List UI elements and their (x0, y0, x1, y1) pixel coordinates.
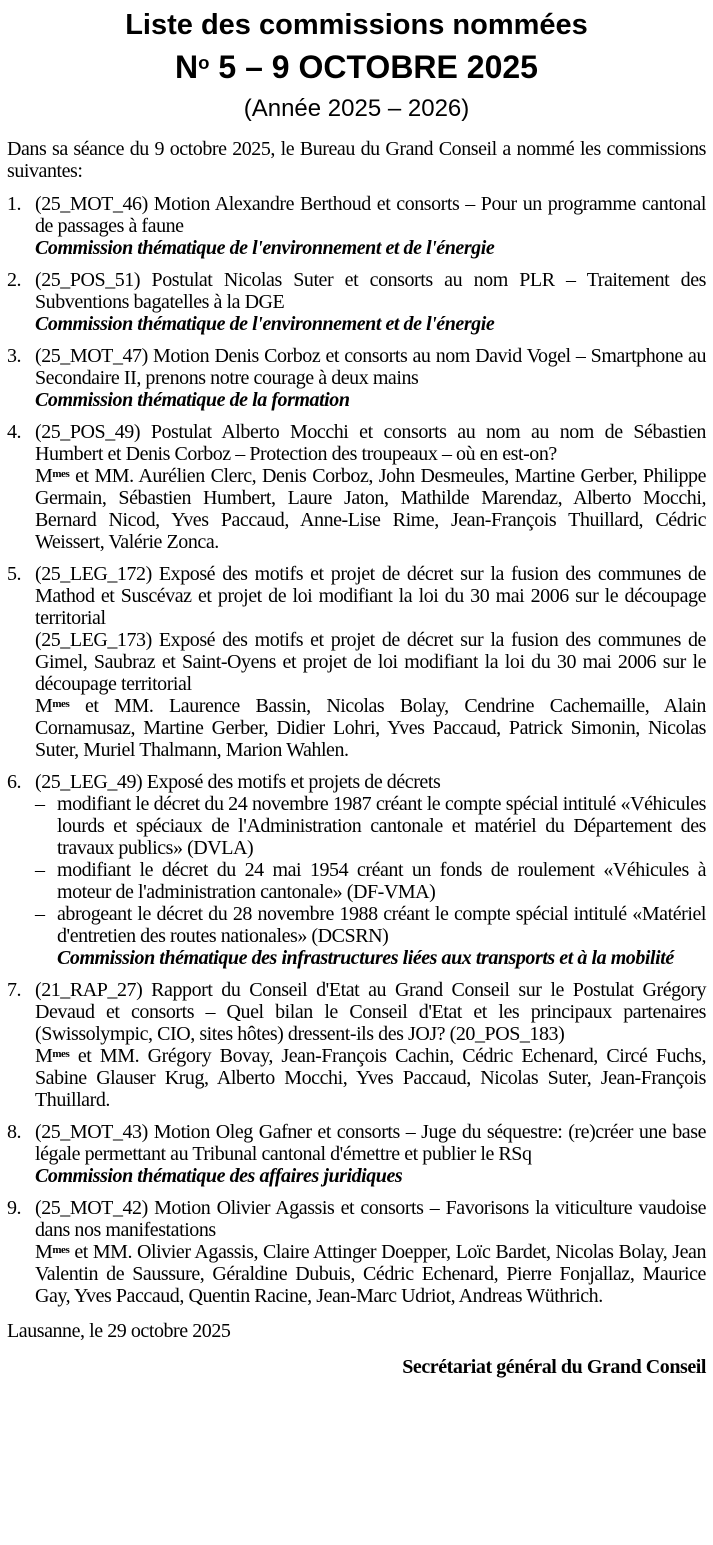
item-body (35, 771, 706, 969)
item-text: (25_POS_51) Postulat Nicolas Suter et consorts au nom PLR – Traitement des Subventions bagatelles à la DGE (35, 269, 706, 313)
sub-item-text: modifiant le décret du 24 mai 1954 créant un fonds de roulement «Véhicules à moteur de l'administration cantonale» (DF-VMA) (57, 859, 706, 903)
mmes-superscript: mes (52, 467, 70, 480)
document-year-subtitle: (Année 2025 – 2026) (243, 95, 470, 122)
intro-paragraph: Dans sa séance du 9 octobre 2025, le Bureau du Grand Conseil a nommé les commissions suivantes: (7, 138, 706, 182)
item-number: 9. (7, 1197, 22, 1219)
number-ordinal-superscript: o (198, 51, 210, 73)
number-date-text: 5 – 9 OCTOBRE 2025 (209, 49, 538, 85)
sub-item-dash (35, 947, 57, 969)
list-item (7, 421, 706, 553)
item-body (35, 1121, 706, 1187)
item-number: 5. (7, 563, 22, 585)
item-number: 3. (7, 345, 22, 367)
item-body (35, 269, 706, 335)
mmes-prefix: M (35, 1045, 53, 1067)
footer-place-date: Lausanne, le 29 octobre 2025 (7, 1320, 231, 1342)
members-paragraph: $M^{mes}$ et MM. Laurence Bassin, Nicolas Bolay, Cendrine Cachemaille, Alain Cornamusaz, Martine Gerber, Didier Lohri, Yves Paccaud, Patrick Simonin, Nicolas Suter, Muriel Thalmann, Marion Wahlen. (35, 695, 706, 761)
item-number: 7. (7, 979, 22, 1001)
sub-item-dash: – (35, 793, 45, 815)
mmes-superscript: mes (52, 1047, 70, 1060)
item-text: (25_LEG_172) Exposé des motifs et projet de décret sur la fusion des communes de Mathod et Suscévaz et projet de loi modifiant la loi du 30 mai 2006 sur le découpage territorial (35, 563, 706, 629)
commission-name: Commission thématique des affaires juridiques (35, 1165, 403, 1187)
number-letter: N (175, 49, 199, 85)
item-body (35, 1197, 706, 1307)
list-item (7, 1121, 706, 1187)
members-paragraph: $M^{mes}$ et MM. Olivier Agassis, Claire Attinger Doepper, Loïc Bardet, Nicolas Bolay, Jean Valentin de Saussure, Géraldine Dubuis, Cédric Echenard, Pierre Fonjallaz, Maurice Gay, Yves Paccaud, Quentin Racine, Jean-Marc Udriot, Andreas Wüthrich. (35, 1241, 706, 1307)
item-number: 6. (7, 771, 22, 793)
commission-name: Commission thématique des infrastructures liées aux transports et à la mobilité (57, 947, 674, 969)
mmes-prefix: M (35, 695, 53, 717)
list-item (7, 345, 706, 411)
members-paragraph: $M^{mes}$ et MM. Aurélien Clerc, Denis Corboz, John Desmeules, Martine Gerber, Philippe Germain, Sébastien Humbert, Laure Jaton, Mathilde Marendaz, Alberto Mocchi, Bernard Nicod, Yves Paccaud, Anne-Lise Rime, Jean-François Thuillard, Cédric Weissert, Valérie Zonca. (35, 465, 706, 553)
mmes-prefix: M (35, 1241, 53, 1263)
mmes-prefix: M (35, 465, 53, 487)
sub-item-dash: – (35, 903, 45, 925)
item-number: 2. (7, 269, 22, 291)
sub-item-text: abrogeant le décret du 28 novembre 1988 créant le compte spécial intitulé «Matériel d'entretien des routes nationales» (DCSRN) (57, 903, 706, 947)
members-paragraph: $M^{mes}$ et MM. Grégory Bovay, Jean-François Cachin, Cédric Echenard, Circé Fuchs, Sabine Glauser Krug, Alberto Mocchi, Yves Paccaud, Nicolas Suter, Jean-François Thuillard. (35, 1045, 706, 1111)
item-text: (25_POS_49) Postulat Alberto Mocchi et consorts au nom au nom de Sébastien Humbert et Denis Corboz – Protection des troupeaux – où en est-on? (35, 421, 706, 465)
item-body (35, 421, 706, 553)
item-text: (21_RAP_27) Rapport du Conseil d'Etat au Grand Conseil sur le Postulat Grégory Devaud et consorts – Quel bilan le Conseil d'Etat et les principaux partenaires (Swissolympic, CIO, sites hôtes) dressent-ils des JOJ? (20_POS_183) (35, 979, 706, 1045)
commission-list (7, 193, 706, 1307)
sub-item-dash: – (35, 859, 45, 881)
commission-name: Commission thématique de l'environnement et de l'énergie (35, 237, 495, 259)
mmes-superscript: mes (52, 697, 70, 710)
sub-item (35, 947, 706, 969)
item-body (35, 193, 706, 259)
list-item (7, 563, 706, 761)
sub-item-text: modifiant le décret du 24 novembre 1987 créant le compte spécial intitulé «Véhicules lourds et spéciaux de l'Administration cantonale et matériel du Département des travaux publics» (DVLA) (57, 793, 706, 859)
item-text: (25_MOT_46) Motion Alexandre Berthoud et consorts – Pour un programme cantonal de passages à faune (35, 193, 706, 237)
list-item (7, 979, 706, 1111)
item-body (35, 563, 706, 761)
sub-item (35, 793, 706, 859)
item-number: 4. (7, 421, 22, 443)
item-number: 1. (7, 193, 22, 215)
item-text: (25_MOT_43) Motion Oleg Gafner et consorts – Juge du séquestre: (re)créer une base légale permettant au Tribunal cantonal d'émettre et publier le RSq (35, 1121, 706, 1165)
sub-item (35, 903, 706, 947)
commission-name: Commission thématique de l'environnement et de l'énergie (35, 313, 495, 335)
item-body (35, 345, 706, 411)
item-text: (25_MOT_42) Motion Olivier Agassis et consorts – Favorisons la viticulture vaudoise dans nos manifestations (35, 1197, 706, 1241)
item-body (35, 979, 706, 1111)
sub-item (35, 859, 706, 903)
list-item (7, 1197, 706, 1307)
list-item (7, 193, 706, 259)
item-text: (25_LEG_173) Exposé des motifs et projet de décret sur la fusion des communes de Gimel, Saubraz et Saint-Oyens et projet de loi modifiant la loi du 30 mai 2006 sur le découpage territorial (35, 629, 706, 695)
item-text: (25_LEG_49) Exposé des motifs et projets de décrets (35, 771, 441, 793)
footer-signature: Secrétariat général du Grand Conseil (402, 1356, 706, 1378)
list-item (7, 269, 706, 335)
item-number: 8. (7, 1121, 22, 1143)
item-text: (25_MOT_47) Motion Denis Corboz et consorts au nom David Vogel – Smartphone au Secondaire II, prenons notre courage à deux mains (35, 345, 706, 389)
commission-name: Commission thématique de la formation (35, 389, 350, 411)
mmes-superscript: mes (52, 1243, 70, 1256)
document-subtitle-number-date (7, 49, 706, 85)
list-item (7, 771, 706, 969)
document-title: Liste des commissions nommées (125, 9, 588, 41)
